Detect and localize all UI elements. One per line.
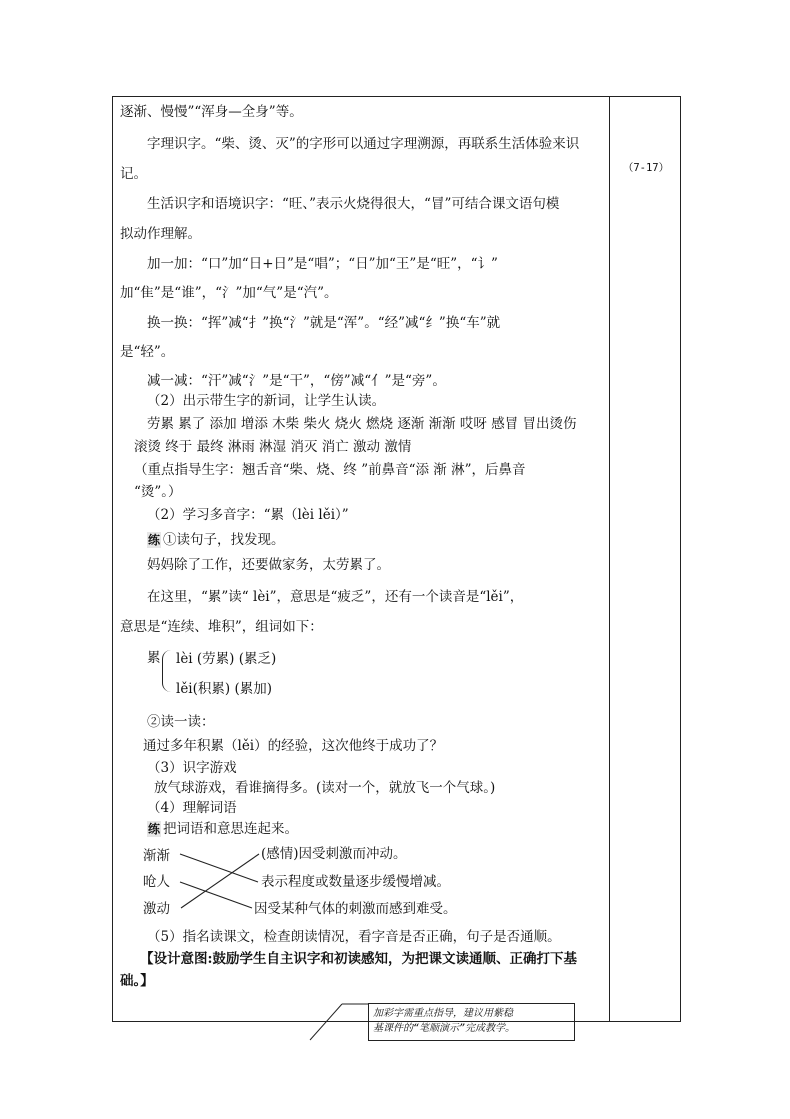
text-line: 拟动作理解。 — [120, 226, 201, 242]
text-line: 记。 — [120, 166, 147, 182]
text-line: （2）学习多音字：“累（lèi lěi）” — [147, 507, 349, 523]
text-line: 放气球游戏，看谁摘得多。(读对一个，就放飞一个气球。) — [154, 780, 496, 796]
text-line: 把词语和意思连起来。 — [163, 821, 299, 837]
text-line: 字理识字。“柴、烫、灭”的字形可以通过字理溯源，再联系生活体验来识 — [147, 136, 580, 152]
text-line: （5）指名读课文，检查朗读情况，看字音是否正确，句子是否通顺。 — [147, 929, 561, 945]
text-line: （4）理解词语 — [147, 800, 237, 816]
text-line: 加一加：“口”加“日+日”是“唱”；“日”加“王”是“旺”，“讠” — [147, 256, 498, 272]
practice-tag: 练 — [148, 822, 161, 836]
design-intent: 【设计意图:鼓励学生自主识字和初读感知，为把课文读通顺、正确打下基 — [140, 951, 577, 967]
design-intent: 础。】 — [120, 973, 154, 989]
page-range-note: （7-17） — [622, 162, 670, 174]
text-line: 滚烫 终于 最终 淋雨 淋湿 消灭 消亡 激动 激情 — [134, 439, 412, 455]
polyphone-char: 累 — [147, 650, 161, 666]
text-line: 换一换：“挥”减“扌”换“氵”就是“浑”。“经”减“纟”换“车”就 — [147, 315, 501, 331]
text-line: ②读一读： — [147, 714, 215, 730]
polyphone-reading: lěi(积累) (累加) — [176, 681, 272, 697]
text-line: （重点指导生字：翘舌音“柴、烧、终 ”前鼻音“添 渐 淋”，后鼻音 — [134, 462, 526, 478]
teaching-note-box — [368, 1003, 575, 1041]
text-line: （3）识字游戏 — [147, 760, 237, 776]
text-line: （2）出示带生字的新词，让学生认读。 — [147, 393, 386, 409]
match-line — [180, 854, 258, 882]
match-definition: 因受某种气体的刺激而感到难受。 — [254, 901, 457, 917]
text-line: 加“隹”是“谁”，“氵”加“气”是“汽”。 — [120, 285, 338, 301]
note-line: 基课件的“笔顺演示”完成教学。 — [373, 1023, 516, 1034]
text-line: 劳累 累了 添加 增添 木柴 柴火 烧火 燃烧 逐渐 渐渐 哎呀 感冒 冒出烫伤 — [147, 416, 577, 432]
note-line: 加彩字需重点指导，建议用紫稳 — [373, 1008, 513, 1019]
text-line: ①读句子，找发现。 — [163, 532, 285, 548]
text-line: 减一减：“汗”减“氵”是“干”，“傍”减“亻”是“旁”。 — [147, 373, 446, 389]
text-line: 生活识字和语境识字：“旺、”表示火烧得很大，“冒”可结合课文语句模 — [147, 196, 560, 212]
callout-pointer-line — [310, 1004, 342, 1040]
polyphone-reading: lèi (劳累) (累乏) — [176, 651, 277, 667]
text-line: 妈妈除了工作，还要做家务，太劳累了。 — [147, 557, 390, 573]
text-line: 在这里，“累”读“ lèi”，意思是“疲乏”，还有一个读音是“lěi”， — [147, 589, 524, 605]
text-line: 通过多年积累（lěi）的经验，这次他终于成功了？ — [143, 738, 444, 754]
practice-tag: 练 — [148, 533, 161, 547]
match-term: 激动 — [143, 901, 170, 917]
match-term: 呛人 — [143, 874, 170, 890]
text-line: “烫”。） — [134, 484, 182, 500]
match-line — [181, 854, 259, 908]
text-line: 逐渐、慢慢”“浑身—全身”等。 — [120, 104, 303, 120]
match-definition: (感情)因受刺激而冲动。 — [261, 846, 407, 862]
match-line — [180, 882, 252, 908]
text-line: 是“轻”。 — [120, 344, 175, 360]
match-term: 渐渐 — [143, 848, 170, 864]
text-line: 意思是“连续、堆积”，组词如下： — [120, 619, 323, 635]
match-definition: 表示程度或数量逐步缓慢增减。 — [261, 874, 450, 890]
